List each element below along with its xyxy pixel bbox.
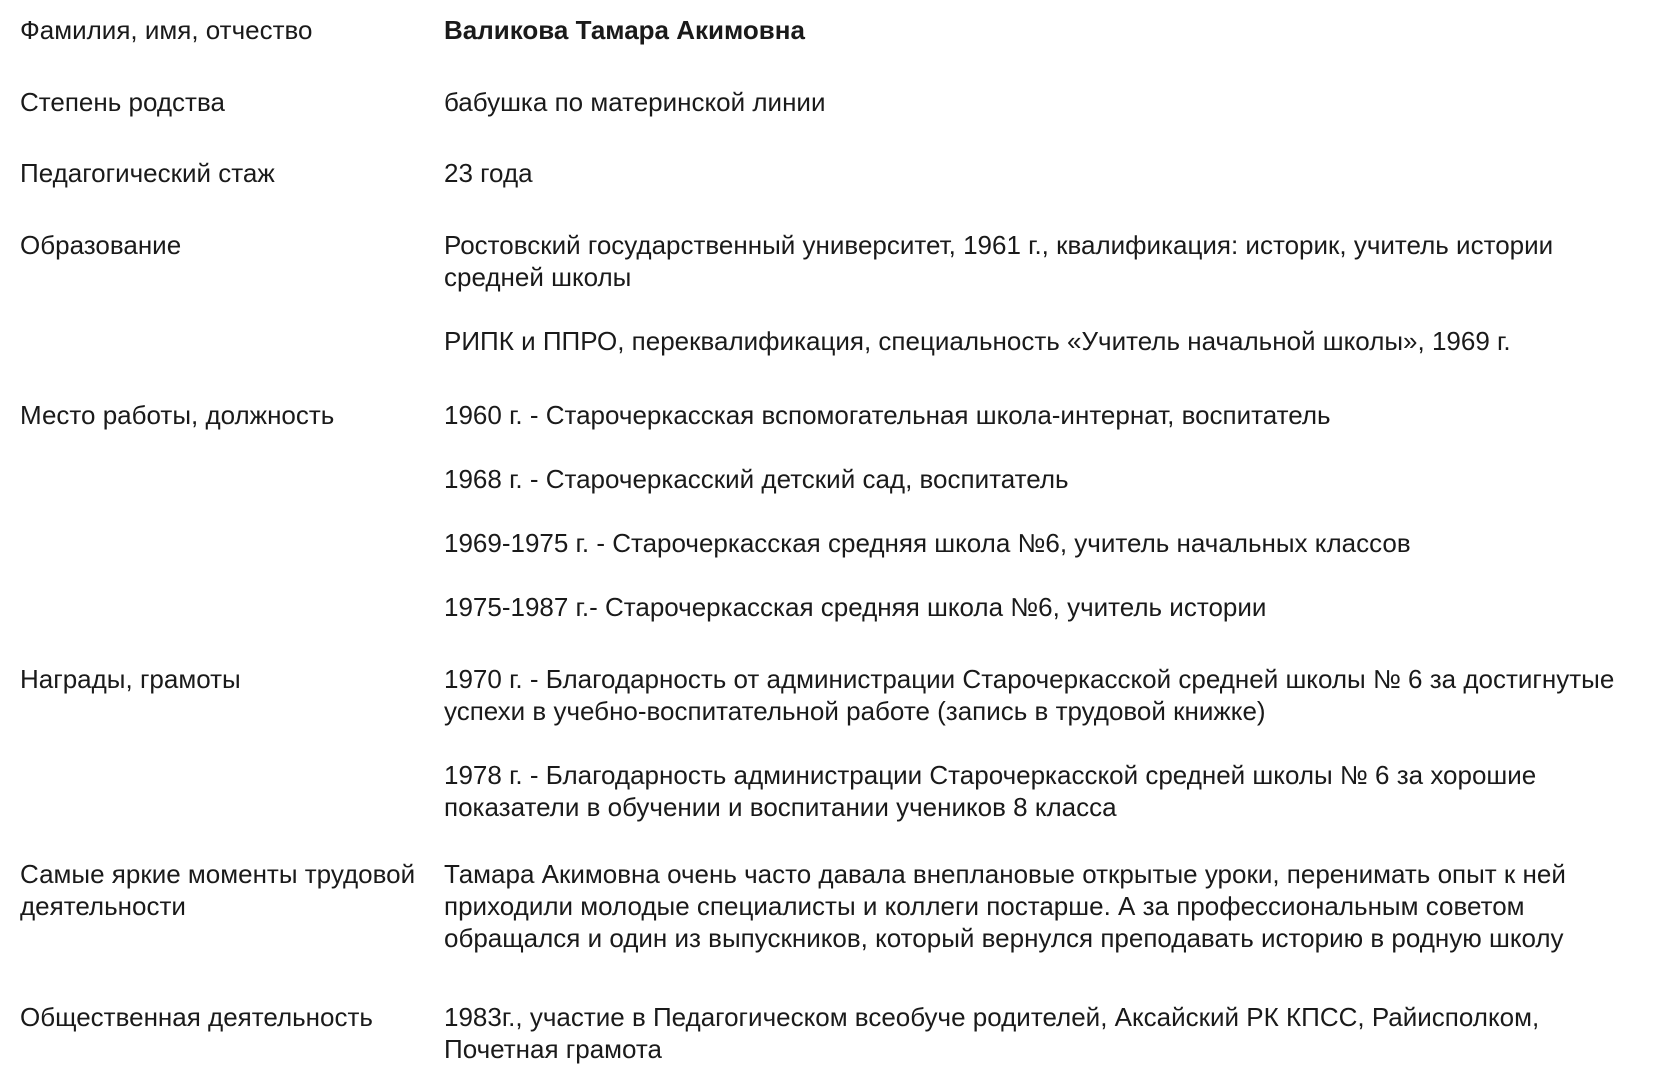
value-public-activity (444, 1001, 1659, 1065)
value-education (444, 229, 1659, 357)
award-entry: 1970 г. - Благодарность от администрации Старочеркасской средней школы № 6 за достигнутые успехи в учебно-воспитательной работе (запись в трудовой книжке) (444, 664, 1615, 726)
value-highlights (444, 858, 1659, 954)
public-activity-text: 1983г., участие в Педагогическом всеобуче родителей, Аксайский РК КПСС, Райисполком, Почетная грамота (444, 1002, 1540, 1064)
education-entry: РИПК и ППРО, переквалификация, специальность «Учитель начальной школы», 1969 г. (444, 326, 1511, 356)
label-awards: Награды, грамоты (20, 664, 241, 694)
workplace-entry: 1968 г. - Старочеркасский детский сад, воспитатель (444, 464, 1069, 494)
value-workplace (444, 399, 1659, 623)
value-full-name (444, 14, 1659, 46)
value-full-name-text: Валикова Тамара Акимовна (444, 15, 805, 45)
label-experience: Педагогический стаж (20, 158, 275, 188)
highlights-text: Тамара Акимовна очень часто давала внеплановые открытые уроки, перенимать опыт к ней приходили молодые специалисты и коллеги постарше. А за профессиональным советом обращался и один из выпускников, который вернулся преподавать историю в родную школу (444, 859, 1566, 953)
workplace-entry: 1975-1987 г.- Старочеркасская средняя школа №6, учитель истории (444, 592, 1267, 622)
label-highlights: Самые яркие моменты трудовой деятельности (20, 859, 416, 921)
value-relation-text: бабушка по материнской линии (444, 87, 826, 117)
value-experience-text: 23 года (444, 158, 533, 188)
workplace-entry: 1969-1975 г. - Старочеркасская средняя школа №6, учитель начальных классов (444, 528, 1411, 558)
value-experience (444, 157, 1659, 189)
value-relation (444, 86, 1659, 118)
label-workplace: Место работы, должность (20, 400, 335, 430)
award-entry: 1978 г. - Благодарность администрации Старочеркасской средней школы № 6 за хорошие показатели в обучении и воспитании учеников 8 класса (444, 760, 1537, 822)
workplace-entry: 1960 г. - Старочеркасская вспомогательная школа-интернат, воспитатель (444, 400, 1331, 430)
label-education: Образование (20, 230, 182, 260)
education-entry: Ростовский государственный университет, 1961 г., квалификация: историк, учитель истории средней школы (444, 230, 1554, 292)
label-public-activity: Общественная деятельность (20, 1002, 373, 1032)
label-full-name: Фамилия, имя, отчество (20, 15, 313, 45)
value-awards (444, 663, 1659, 823)
label-relation: Степень родства (20, 87, 225, 117)
